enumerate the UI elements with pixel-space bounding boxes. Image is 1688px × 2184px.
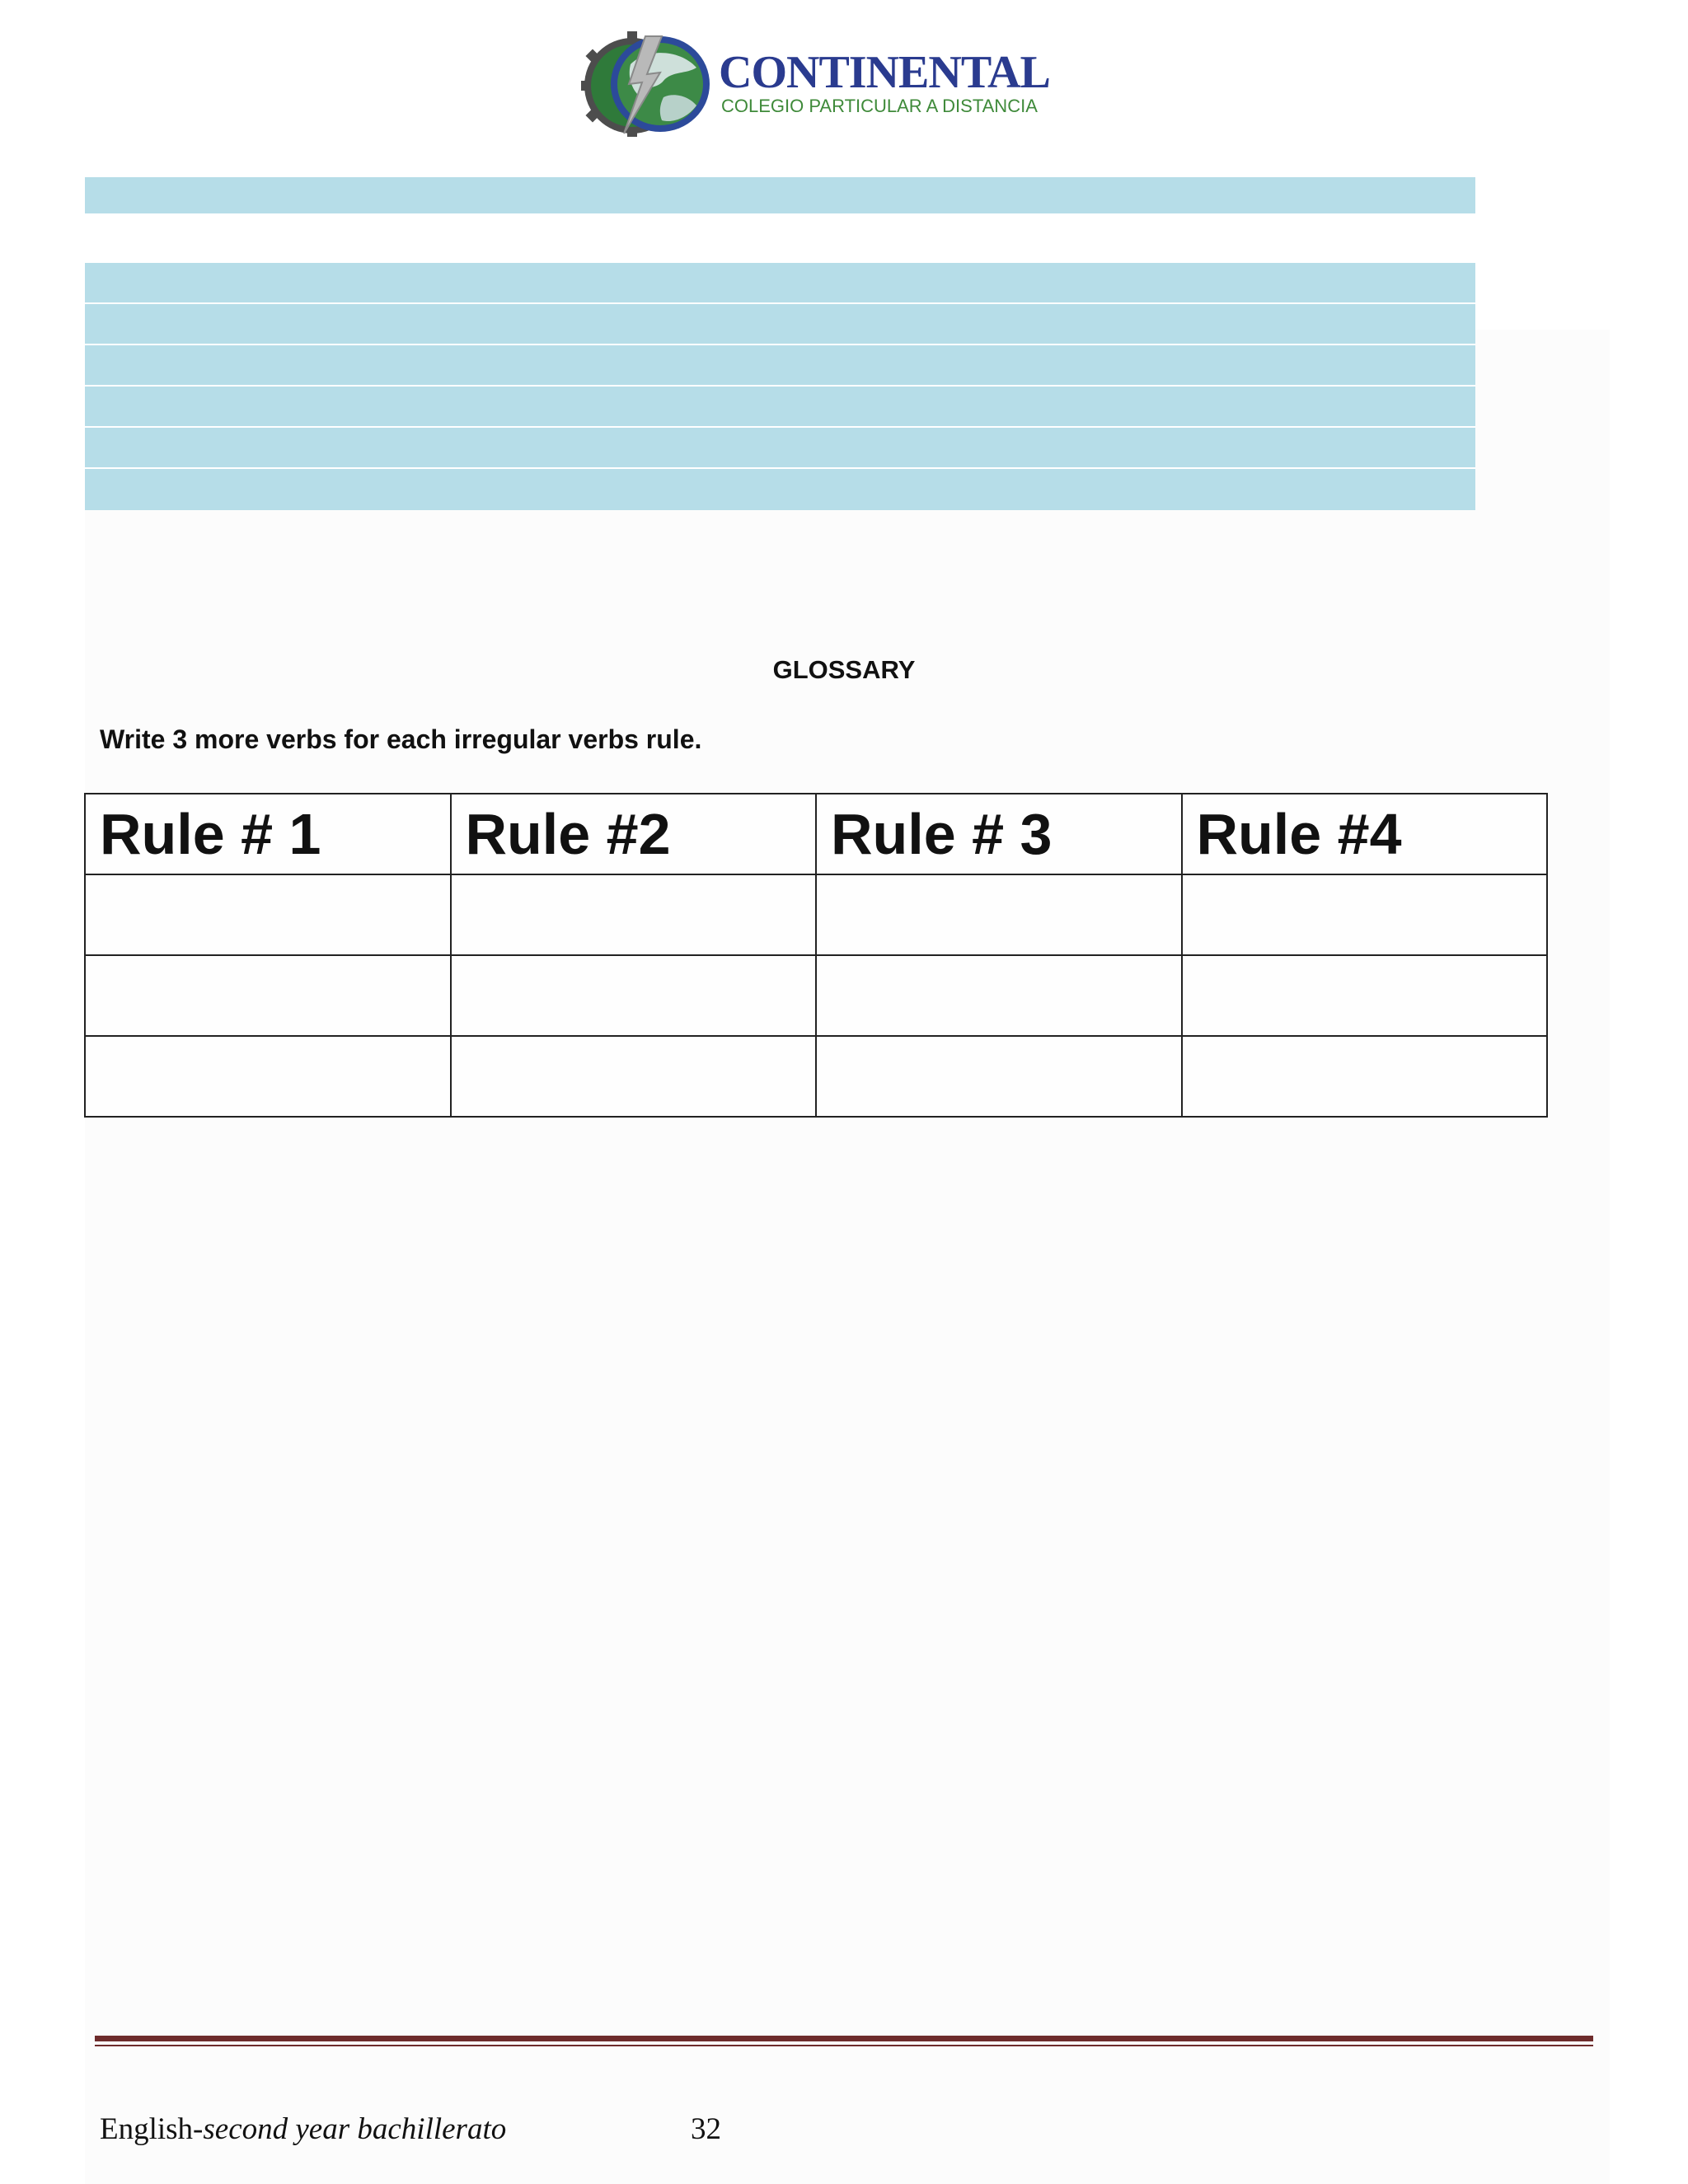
table-cell[interactable] (85, 874, 451, 955)
page-background (85, 507, 1610, 2184)
logo-subtitle: COLEGIO PARTICULAR A DISTANCIA (721, 96, 1038, 116)
logo-name: CONTINENTAL (719, 47, 1050, 98)
globe-gear-emblem-icon (581, 31, 713, 137)
table-cell[interactable] (1182, 1036, 1548, 1117)
header-rule-1: Rule # 1 (85, 794, 451, 874)
school-logo (581, 31, 1050, 137)
table-cell[interactable] (451, 1036, 817, 1117)
table-header-row (85, 794, 1547, 874)
table-cell[interactable] (816, 874, 1182, 955)
footer-divider (95, 2036, 1593, 2041)
blue-stripe (85, 304, 1475, 345)
header-rule-3: Rule # 3 (816, 794, 1182, 874)
page-background-edge (1475, 330, 1610, 536)
table-cell[interactable] (816, 1036, 1182, 1117)
footer-subject-course: second year bachillerato (203, 2112, 507, 2146)
table-cell[interactable] (1182, 955, 1548, 1036)
footer-divider-thin (95, 2045, 1593, 2046)
blue-stripe (85, 387, 1475, 428)
blue-stripe (85, 263, 1475, 304)
footer-subject-prefix: English- (100, 2112, 204, 2146)
instruction-text: Write 3 more verbs for each irregular verbs rule. (100, 724, 702, 754)
blue-stripe (85, 428, 1475, 469)
table-row (85, 874, 1547, 955)
table-row (85, 1036, 1547, 1117)
page-number: 32 (691, 2112, 721, 2146)
table-cell[interactable] (451, 955, 817, 1036)
blue-stripe (85, 345, 1475, 387)
glossary-title: GLOSSARY (772, 655, 916, 684)
table-cell[interactable] (451, 874, 817, 955)
header-rule-4: Rule #4 (1182, 794, 1548, 874)
blue-stripe (85, 469, 1475, 510)
table-row (85, 955, 1547, 1036)
table-cell[interactable] (816, 955, 1182, 1036)
table-cell[interactable] (85, 955, 451, 1036)
table-cell[interactable] (85, 1036, 451, 1117)
table-cell[interactable] (1182, 874, 1548, 955)
header-bar-stack (85, 263, 1475, 510)
footer-subject (100, 2111, 506, 2147)
rules-table (84, 793, 1548, 1118)
header-bar (85, 177, 1475, 213)
header-rule-2: Rule #2 (451, 794, 817, 874)
